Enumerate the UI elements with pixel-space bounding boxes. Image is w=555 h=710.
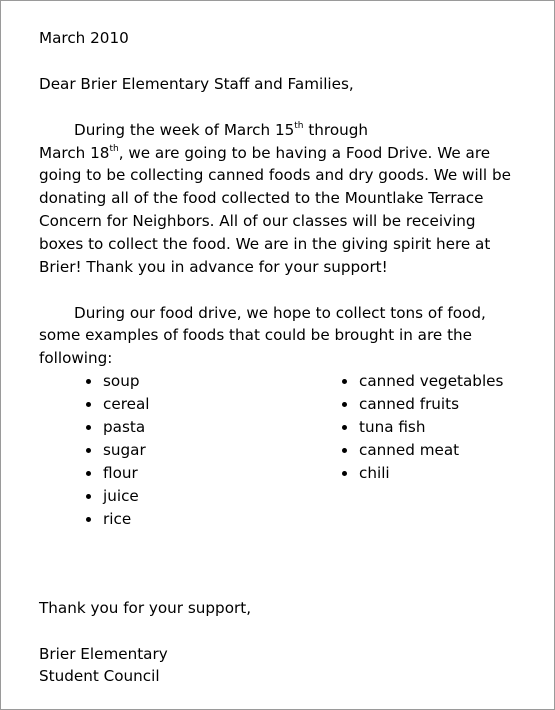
closing: Thank you for your support, [39,599,252,617]
signature-line1: Brier Elementary [39,645,168,663]
list-item: juice [86,486,149,509]
paragraph1-line7: Brier! Thank you in advance for your support! [39,258,388,276]
list-item: canned fruits [342,394,503,417]
list-item: soup [86,371,149,394]
salutation: Dear Brier Elementary Staff and Families, [39,75,354,93]
paragraph2-line2: some examples of foods that could be brought in are the [39,326,472,344]
letter-date: March 2010 [39,29,129,47]
paragraph1-line1-end: through [303,121,369,139]
list-item: flour [86,463,149,486]
paragraph2-line1: During our food drive, we hope to collect tons of food, [74,304,486,322]
food-list-right [342,371,503,486]
paragraph1-line2-text: March 18 [39,144,110,162]
list-item: pasta [86,417,149,440]
paragraph1-line4: donating all of the food collected to the Mountlake Terrace [39,189,484,207]
paragraph1-line5: Concern for Neighbors. All of our classes will be receiving [39,212,476,230]
list-item: tuna fish [342,417,503,440]
paragraph1-line1 [74,120,368,140]
list-item: cereal [86,394,149,417]
list-item: chili [342,463,503,486]
paragraph1-line6: boxes to collect the food. We are in the giving spirit here at [39,235,491,253]
ordinal-suffix: th [109,144,119,154]
paragraph1-line2 [39,143,490,163]
paragraph2-line3: following: [39,349,113,367]
list-item: canned vegetables [342,371,503,394]
list-item: rice [86,509,149,532]
ordinal-suffix: th [294,121,304,131]
list-item: canned meat [342,440,503,463]
paragraph1-line2-end: , we are going to be having a Food Drive. We are [118,144,491,162]
paragraph1-line1-text: During the week of March 15 [74,121,295,139]
list-item: sugar [86,440,149,463]
signature-line2: Student Council [39,667,160,685]
paragraph1-line3: going to be collecting canned foods and dry goods. We will be [39,166,511,184]
food-list-left [86,371,149,532]
